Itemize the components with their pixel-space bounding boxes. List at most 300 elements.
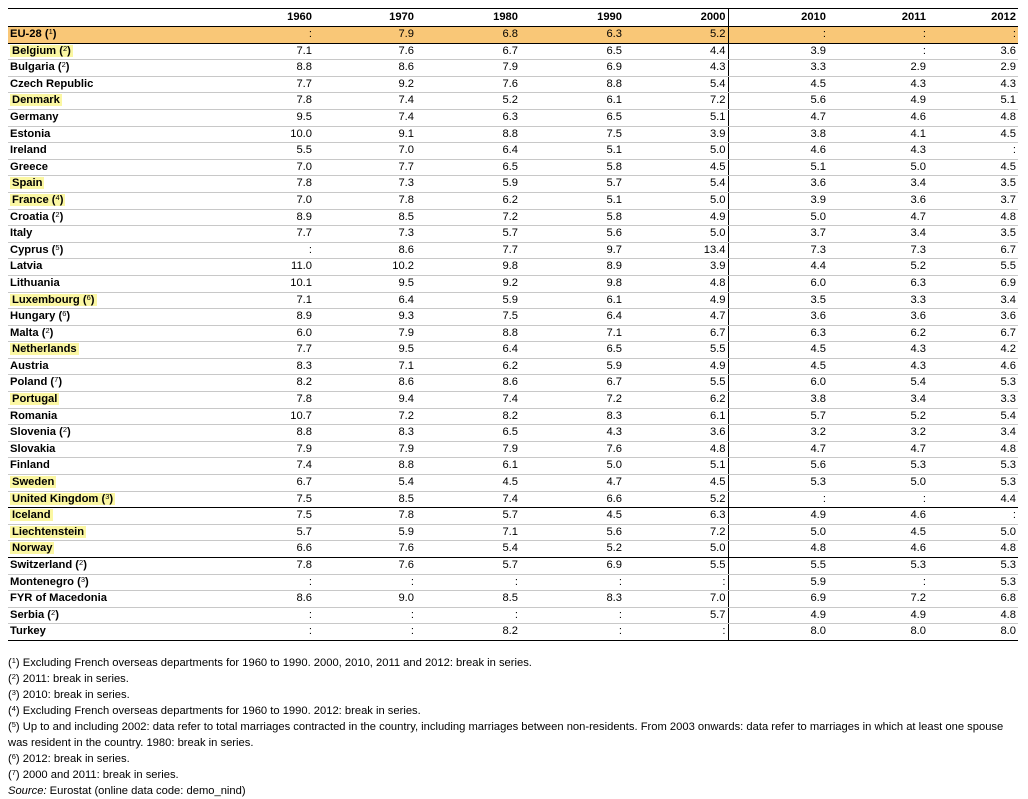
value-cell: 5.0 <box>728 524 828 541</box>
country-label <box>10 28 56 40</box>
country-name: Estonia <box>10 127 51 140</box>
table-row <box>8 176 1018 193</box>
value-cell: 6.7 <box>928 325 1018 342</box>
value-cell: 7.9 <box>314 325 416 342</box>
footnote-number: 3 <box>80 574 86 584</box>
footnote-number: 7 <box>11 767 16 777</box>
footnote-number: 2 <box>62 43 68 53</box>
value-cell: 7.5 <box>520 126 624 143</box>
country-name: Norway <box>12 542 53 555</box>
value-cell: 3.9 <box>624 259 728 276</box>
value-cell: 7.4 <box>216 458 314 475</box>
value-cell: 7.9 <box>216 441 314 458</box>
value-cell: 9.5 <box>314 342 416 359</box>
marriage-rate-table <box>8 8 1018 641</box>
value-cell: 3.6 <box>728 176 828 193</box>
header-year-2011: 2011 <box>828 9 928 27</box>
value-cell: : <box>928 508 1018 525</box>
country-cell <box>8 325 216 342</box>
country-label <box>10 111 59 123</box>
value-cell: 4.8 <box>728 541 828 558</box>
value-cell: 3.5 <box>928 226 1018 243</box>
value-cell: 8.2 <box>416 624 520 641</box>
value-cell: 5.0 <box>624 541 728 558</box>
country-cell <box>8 60 216 77</box>
header-year-1990: 1990 <box>520 9 624 27</box>
value-cell: 7.9 <box>314 27 416 44</box>
value-cell: 3.9 <box>728 192 828 209</box>
country-label <box>10 393 59 405</box>
table-row <box>8 292 1018 309</box>
value-cell: 4.7 <box>828 209 928 226</box>
footnote-ref: ($^6$) <box>55 309 71 323</box>
source-text: Eurostat (online data code: demo_nind) <box>49 784 246 797</box>
value-cell: 6.8 <box>928 591 1018 608</box>
value-cell: 5.0 <box>520 458 624 475</box>
value-cell: 7.8 <box>216 392 314 409</box>
country-name: EU-28 <box>10 28 42 40</box>
value-cell: : <box>216 574 314 591</box>
value-cell: 4.4 <box>624 43 728 60</box>
country-name: Poland <box>10 376 48 389</box>
value-cell: 7.0 <box>624 591 728 608</box>
value-cell: : <box>728 27 828 44</box>
footnote-number: 3 <box>11 687 16 697</box>
footnote-ref: ($^1$) <box>41 27 57 40</box>
value-cell: 5.6 <box>728 458 828 475</box>
table-row <box>8 76 1018 93</box>
country-name: Austria <box>10 359 49 372</box>
value-cell: 4.5 <box>728 342 828 359</box>
country-label <box>10 509 53 521</box>
value-cell: 5.9 <box>520 358 624 375</box>
country-cell <box>8 475 216 492</box>
value-cell: 4.5 <box>520 508 624 525</box>
table-row <box>8 143 1018 160</box>
value-cell: 9.8 <box>520 275 624 292</box>
value-cell: 7.5 <box>216 508 314 525</box>
value-cell: : <box>216 624 314 641</box>
country-name: Bulgaria <box>10 61 55 74</box>
table-row <box>8 408 1018 425</box>
country-cell <box>8 458 216 475</box>
value-cell: 5.0 <box>828 475 928 492</box>
table-row <box>8 325 1018 342</box>
country-name: Ireland <box>10 144 47 157</box>
value-cell: 6.4 <box>416 143 520 160</box>
country-label <box>10 94 62 106</box>
value-cell: 7.3 <box>314 176 416 193</box>
value-cell: 5.7 <box>728 408 828 425</box>
value-cell: 3.4 <box>928 425 1018 442</box>
country-name: Italy <box>10 227 33 240</box>
value-cell: 9.3 <box>314 309 416 326</box>
value-cell: 7.2 <box>314 408 416 425</box>
country-label <box>10 294 97 306</box>
footnote-item: ($^5$) Up to and including 2002: data refer to total marriages contracted in the country, including marriages between non-residents. From 2003 onwards: data refer to marriages in which at least one spouse was resident in the country. 1980: break in series. <box>8 719 1004 749</box>
value-cell: 8.8 <box>416 126 520 143</box>
table-row <box>8 574 1018 591</box>
value-cell: 4.5 <box>828 524 928 541</box>
value-cell: 3.6 <box>828 309 928 326</box>
country-name: Hungary <box>10 310 56 323</box>
value-cell: 5.7 <box>416 508 520 525</box>
value-cell: 4.4 <box>728 259 828 276</box>
country-name: Czech Republic <box>10 77 94 90</box>
country-name: Croatia <box>10 210 49 223</box>
footnote-ref: ($^2$) <box>54 60 70 74</box>
value-cell: 4.2 <box>928 342 1018 359</box>
country-name: Slovakia <box>10 442 56 455</box>
value-cell: 7.4 <box>416 392 520 409</box>
value-cell: 4.3 <box>828 143 928 160</box>
country-cell <box>8 43 216 60</box>
value-cell: 7.2 <box>520 392 624 409</box>
header-year-2010: 2010 <box>728 9 828 27</box>
value-cell: 5.5 <box>624 375 728 392</box>
value-cell: 5.7 <box>216 524 314 541</box>
value-cell: : <box>314 607 416 624</box>
value-cell: 7.6 <box>314 558 416 575</box>
table-row <box>8 126 1018 143</box>
value-cell: 5.4 <box>416 541 520 558</box>
value-cell: : <box>928 27 1018 44</box>
value-cell: 7.0 <box>216 159 314 176</box>
value-cell: 3.6 <box>624 425 728 442</box>
value-cell: 5.5 <box>728 558 828 575</box>
value-cell: 6.1 <box>520 292 624 309</box>
country-cell <box>8 93 216 110</box>
value-cell: 6.2 <box>416 358 520 375</box>
country-cell <box>8 524 216 541</box>
value-cell: : <box>828 574 928 591</box>
footnote-text: 2010: break in series. <box>22 688 130 701</box>
country-label <box>10 177 44 189</box>
value-cell: 4.5 <box>624 159 728 176</box>
value-cell: 5.6 <box>728 93 828 110</box>
value-cell: 5.7 <box>520 176 624 193</box>
value-cell: 3.9 <box>624 126 728 143</box>
footnote-text: Up to and including 2002: data refer to total marriages contracted in the country, including marriages between non-residents. From 2003 onwards: data refer to marriages in which at least one spouse was resident in the country. 1980: break in series. <box>8 720 1004 749</box>
value-cell: 6.4 <box>520 309 624 326</box>
table-row <box>8 60 1018 77</box>
footnote-ref: ($^4$) <box>48 192 64 206</box>
value-cell: 9.0 <box>314 591 416 608</box>
footnote-item: ($^3$) 2010: break in series. <box>8 687 130 701</box>
value-cell: 6.2 <box>416 192 520 209</box>
value-cell: 6.7 <box>520 375 624 392</box>
value-cell: 5.7 <box>416 226 520 243</box>
country-label <box>10 310 70 322</box>
value-cell: 10.0 <box>216 126 314 143</box>
value-cell: 11.0 <box>216 259 314 276</box>
value-cell: 3.2 <box>828 425 928 442</box>
value-cell: 5.3 <box>828 458 928 475</box>
country-cell <box>8 375 216 392</box>
value-cell: 6.2 <box>828 325 928 342</box>
value-cell: 4.7 <box>828 441 928 458</box>
country-name: Malta <box>10 326 39 339</box>
footnote-ref: ($^2$) <box>48 209 64 223</box>
value-cell: 4.6 <box>828 508 928 525</box>
value-cell: 3.6 <box>928 309 1018 326</box>
value-cell: 8.3 <box>216 358 314 375</box>
table-row <box>8 109 1018 126</box>
table-row <box>8 491 1018 508</box>
country-name: Finland <box>10 459 50 472</box>
value-cell: 4.5 <box>624 475 728 492</box>
value-cell: 7.4 <box>416 491 520 508</box>
value-cell: 7.9 <box>416 60 520 77</box>
table-row <box>8 192 1018 209</box>
value-cell: 6.5 <box>416 159 520 176</box>
value-cell: 6.7 <box>928 242 1018 259</box>
value-cell: 4.6 <box>828 109 928 126</box>
footnote-number: 2 <box>79 558 84 567</box>
header-country-column <box>8 9 216 27</box>
header-year-2012: 2012 <box>928 9 1018 27</box>
value-cell: 5.1 <box>624 458 728 475</box>
value-cell: 5.9 <box>728 574 828 591</box>
country-cell <box>8 408 216 425</box>
value-cell: 8.9 <box>216 309 314 326</box>
value-cell: 4.8 <box>624 275 728 292</box>
country-label <box>10 542 54 554</box>
footnote-ref: ($^3$) <box>74 574 89 588</box>
value-cell: : <box>314 574 416 591</box>
value-cell: 3.5 <box>728 292 828 309</box>
country-label <box>10 144 47 156</box>
value-cell: 3.6 <box>828 192 928 209</box>
value-cell: 7.6 <box>416 76 520 93</box>
footnote-number: 2 <box>55 209 60 219</box>
footnote-number: 4 <box>11 703 16 713</box>
value-cell: 7.1 <box>520 325 624 342</box>
value-cell: 7.1 <box>216 292 314 309</box>
value-cell: 6.5 <box>520 109 624 126</box>
value-cell: 5.0 <box>728 209 828 226</box>
value-cell: 6.9 <box>520 60 624 77</box>
country-name: Luxembourg <box>12 293 80 306</box>
country-label <box>10 128 50 140</box>
value-cell: 5.3 <box>928 375 1018 392</box>
value-cell: 4.9 <box>624 209 728 226</box>
value-cell: 3.8 <box>728 392 828 409</box>
footnotes <box>8 655 1018 799</box>
country-label <box>10 78 93 90</box>
value-cell: 7.8 <box>314 192 416 209</box>
footnote-ref: ($^6$) <box>79 292 95 306</box>
footnote-ref: ($^2$) <box>72 558 87 571</box>
country-cell <box>8 425 216 442</box>
country-name: Greece <box>10 160 48 173</box>
value-cell: 8.6 <box>314 242 416 259</box>
country-cell <box>8 607 216 624</box>
value-cell: 6.3 <box>728 325 828 342</box>
country-name: Turkey <box>10 625 46 638</box>
value-cell: 5.5 <box>216 143 314 160</box>
value-cell: 4.5 <box>928 159 1018 176</box>
country-label <box>10 161 48 173</box>
value-cell: 10.2 <box>314 259 416 276</box>
footnote-item: ($^1$) Excluding French overseas departments for 1960 to 1990. 2000, 2010, 2011 and 2012: break in series. <box>8 655 532 669</box>
table-row <box>8 242 1018 259</box>
value-cell: 7.8 <box>216 176 314 193</box>
country-name: Portugal <box>12 393 58 406</box>
value-cell: 4.8 <box>928 607 1018 624</box>
value-cell: 3.8 <box>728 126 828 143</box>
value-cell: 9.5 <box>216 109 314 126</box>
value-cell: 7.1 <box>416 524 520 541</box>
table-container <box>8 8 1018 799</box>
table-row <box>8 591 1018 608</box>
country-cell <box>8 209 216 226</box>
value-cell: 3.7 <box>728 226 828 243</box>
value-cell: : <box>314 624 416 641</box>
country-label <box>10 194 65 206</box>
value-cell: 4.5 <box>928 126 1018 143</box>
value-cell: 5.6 <box>520 524 624 541</box>
value-cell: 8.3 <box>520 408 624 425</box>
value-cell: 7.1 <box>314 358 416 375</box>
value-cell: 4.7 <box>624 309 728 326</box>
value-cell: 5.8 <box>520 159 624 176</box>
footnote-number: 6 <box>62 309 67 319</box>
value-cell: 6.3 <box>416 109 520 126</box>
country-label <box>10 609 59 621</box>
country-label <box>10 426 71 438</box>
footnote-number: 4 <box>55 192 60 202</box>
country-name: Liechtenstein <box>12 525 85 538</box>
footnote-text: Excluding French overseas departments for 1960 to 1990. 2012: break in series. <box>22 704 421 717</box>
country-label <box>10 376 62 388</box>
value-cell: 10.1 <box>216 275 314 292</box>
value-cell: 5.4 <box>624 76 728 93</box>
header-row <box>8 9 1018 27</box>
value-cell: 5.8 <box>520 209 624 226</box>
value-cell: 6.0 <box>216 325 314 342</box>
value-cell: 6.5 <box>520 43 624 60</box>
value-cell: 4.8 <box>624 441 728 458</box>
country-name: Lithuania <box>10 276 60 289</box>
value-cell: 8.6 <box>314 60 416 77</box>
value-cell: 8.5 <box>314 209 416 226</box>
value-cell: 3.5 <box>928 176 1018 193</box>
country-label <box>10 61 70 73</box>
footnote-number: 7 <box>54 375 59 385</box>
value-cell: 6.1 <box>416 458 520 475</box>
table-row <box>8 475 1018 492</box>
value-cell: 6.8 <box>416 27 520 44</box>
source-label: Source: <box>8 784 47 797</box>
country-label <box>10 493 115 505</box>
table-row <box>8 624 1018 641</box>
value-cell: 6.9 <box>928 275 1018 292</box>
value-cell: 5.5 <box>624 342 728 359</box>
country-name: Switzerland <box>10 559 73 571</box>
table-row <box>8 309 1018 326</box>
footnote-item: ($^2$) 2011: break in series. <box>8 671 129 685</box>
footnote-ref: ($^2$) <box>56 425 71 439</box>
value-cell: 5.7 <box>624 607 728 624</box>
table-row <box>8 425 1018 442</box>
country-cell <box>8 491 216 508</box>
value-cell: 9.1 <box>314 126 416 143</box>
value-cell: 5.4 <box>828 375 928 392</box>
value-cell: 6.3 <box>624 508 728 525</box>
value-cell: 4.3 <box>624 60 728 77</box>
value-cell: 5.2 <box>624 27 728 44</box>
country-name: Latvia <box>10 260 43 273</box>
value-cell: 4.9 <box>828 607 928 624</box>
value-cell: 4.5 <box>728 76 828 93</box>
value-cell: 7.0 <box>216 192 314 209</box>
country-name: Sweden <box>12 476 55 489</box>
value-cell: 6.3 <box>828 275 928 292</box>
footnote-item: ($^6$) 2012: break in series. <box>8 751 130 765</box>
value-cell: : <box>520 574 624 591</box>
country-cell <box>8 226 216 243</box>
country-cell <box>8 541 216 558</box>
country-name: France <box>12 193 49 206</box>
value-cell: 8.6 <box>314 375 416 392</box>
country-label <box>10 327 53 339</box>
value-cell: 5.3 <box>928 574 1018 591</box>
table-row <box>8 259 1018 276</box>
value-cell: 5.1 <box>520 192 624 209</box>
value-cell: 8.6 <box>416 375 520 392</box>
table-body <box>8 27 1018 641</box>
value-cell: 7.8 <box>314 508 416 525</box>
value-cell: 6.9 <box>728 591 828 608</box>
value-cell: 4.9 <box>728 508 828 525</box>
value-cell: 9.7 <box>520 242 624 259</box>
value-cell: 4.5 <box>728 358 828 375</box>
country-label <box>10 443 55 455</box>
footnote-ref: ($^3$) <box>98 491 114 505</box>
table-row <box>8 358 1018 375</box>
value-cell: 4.9 <box>624 292 728 309</box>
value-cell: 4.7 <box>520 475 624 492</box>
value-cell: 5.2 <box>520 541 624 558</box>
value-cell: 9.2 <box>314 76 416 93</box>
value-cell: 7.7 <box>416 242 520 259</box>
table-row <box>8 43 1018 60</box>
value-cell: 4.8 <box>928 109 1018 126</box>
country-cell <box>8 76 216 93</box>
value-cell: 5.3 <box>728 475 828 492</box>
country-cell <box>8 441 216 458</box>
footnote-number: 3 <box>105 491 110 501</box>
value-cell: 5.1 <box>520 143 624 160</box>
value-cell: 5.2 <box>828 408 928 425</box>
value-cell: 6.2 <box>624 392 728 409</box>
country-label <box>10 343 79 355</box>
value-cell: 8.5 <box>416 591 520 608</box>
value-cell: 3.4 <box>828 392 928 409</box>
table-row <box>8 441 1018 458</box>
value-cell: 7.8 <box>216 558 314 575</box>
value-cell: 3.4 <box>828 226 928 243</box>
value-cell: : <box>624 574 728 591</box>
value-cell: 6.3 <box>520 27 624 44</box>
value-cell: 4.9 <box>624 358 728 375</box>
country-cell <box>8 176 216 193</box>
value-cell: 4.7 <box>728 441 828 458</box>
footnote-number: 2 <box>51 607 56 617</box>
value-cell: 7.3 <box>728 242 828 259</box>
value-cell: 7.9 <box>314 441 416 458</box>
